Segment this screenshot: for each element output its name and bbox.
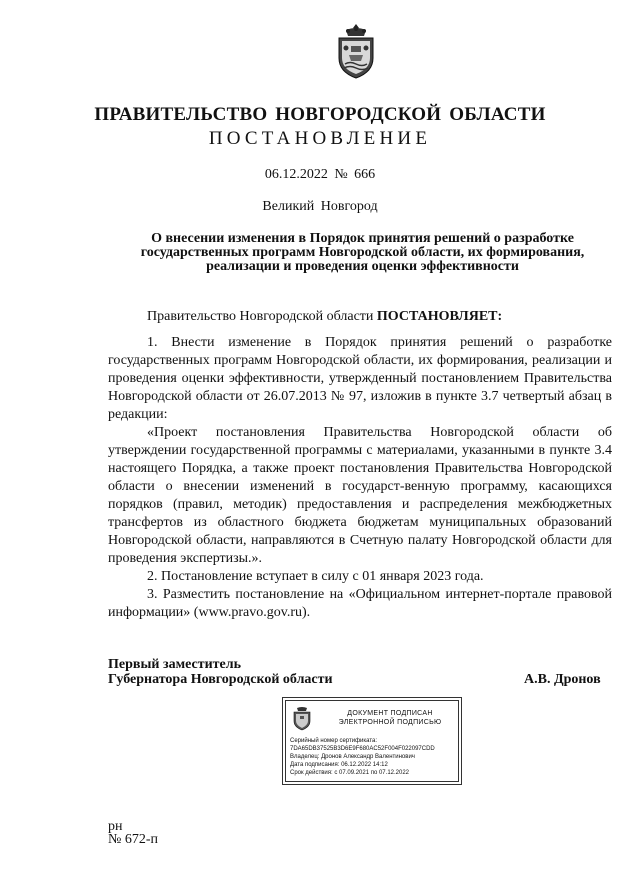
- subject-line: О внесении изменения в Порядок принятия решений о разработке: [151, 231, 574, 246]
- body-paragraph: «Проект постановления Правительства Новгородской области об утверждении государственной программы с материалами, указанными в пункте 3.4 настоящего Порядка, а также проект постановления Правительства Новгородской области о внесении изменений в государст-венную программу, касающихся порядков (правил, методик) предоставления и распределения межбюджетных трансфертов из областного бюджета бюджетам муниципальных образований Новгородской области, направляются в Счетную палату Новгородской области для проведения экспертизы.».: [108, 425, 612, 566]
- stamp-heading-line: ЭЛЕКТРОННОЙ ПОДПИСЬЮ: [338, 719, 442, 726]
- subject-line: государственных программ Новгородской области, их формирования,: [140, 245, 585, 260]
- preamble-text: Правительство Новгородской области: [147, 309, 374, 324]
- subject-line: реализации и проведения оценки эффективности: [206, 259, 519, 274]
- document-type: ПОСТАНОВЛЕНИЕ: [208, 128, 432, 149]
- preamble: [147, 309, 502, 325]
- certificate-owner: Владелец: Дронов Александр Валентинович: [290, 754, 415, 760]
- e-signature-stamp: [282, 697, 462, 785]
- body-paragraph: 1. Внести изменение в Порядок принятия решений о разработке государственных программ Новгородской области, их формирования, реализации и проведения оценки эффективности, утвержденный постановлением Правительства Новгородской области от 26.07.2013 № 97, изложив в пункте 3.7 четвертый абзац в редакции:: [108, 335, 612, 422]
- stamp-inner-frame: [285, 700, 459, 782]
- coat-of-arms-emblem: [334, 22, 378, 80]
- document-code: [108, 820, 158, 846]
- body-paragraph: 3. Разместить постановление на «Официальном интернет-портале правовой информации» (www.pravo.gov.ru).: [108, 587, 612, 620]
- certificate-details: [290, 737, 435, 777]
- stamp-heading: [320, 709, 460, 727]
- stamp-coat-of-arms-icon: [292, 705, 312, 731]
- document-subject: [110, 232, 615, 274]
- position-line: Первый заместитель: [108, 657, 241, 672]
- position-line: Губернатора Новгородской области: [108, 672, 333, 687]
- serial-label: Серийный номер сертификата:: [290, 738, 378, 744]
- executor-initials: рн: [108, 819, 123, 834]
- preamble-decree-word: ПОСТАНОВЛЯЕТ:: [376, 309, 503, 324]
- decree-body: [108, 334, 612, 622]
- government-name: ПРАВИТЕЛЬСТВО НОВГОРОДСКОЙ ОБЛАСТИ: [94, 104, 546, 125]
- body-paragraph: 2. Постановление вступает в силу с 01 января 2023 года.: [147, 569, 484, 584]
- registration-number: № 672-п: [108, 832, 159, 847]
- signing-date: Дата подписания: 06.12.2022 14:12: [290, 762, 388, 768]
- date-and-number: 06.12.2022 № 666: [264, 167, 376, 182]
- certificate-validity: Срок действия: с 07.09.2021 по 07.12.2022: [290, 770, 410, 776]
- stamp-heading-line: ДОКУМЕНТ ПОДПИСАН: [347, 710, 433, 717]
- signatory-name: А.В. Дронов: [524, 672, 601, 687]
- signatory-position: [108, 657, 333, 687]
- city: Великий Новгород: [262, 199, 378, 214]
- serial-number: 7DA65DB37525B3D6E9F680AC52F004F022097CDD: [290, 746, 435, 752]
